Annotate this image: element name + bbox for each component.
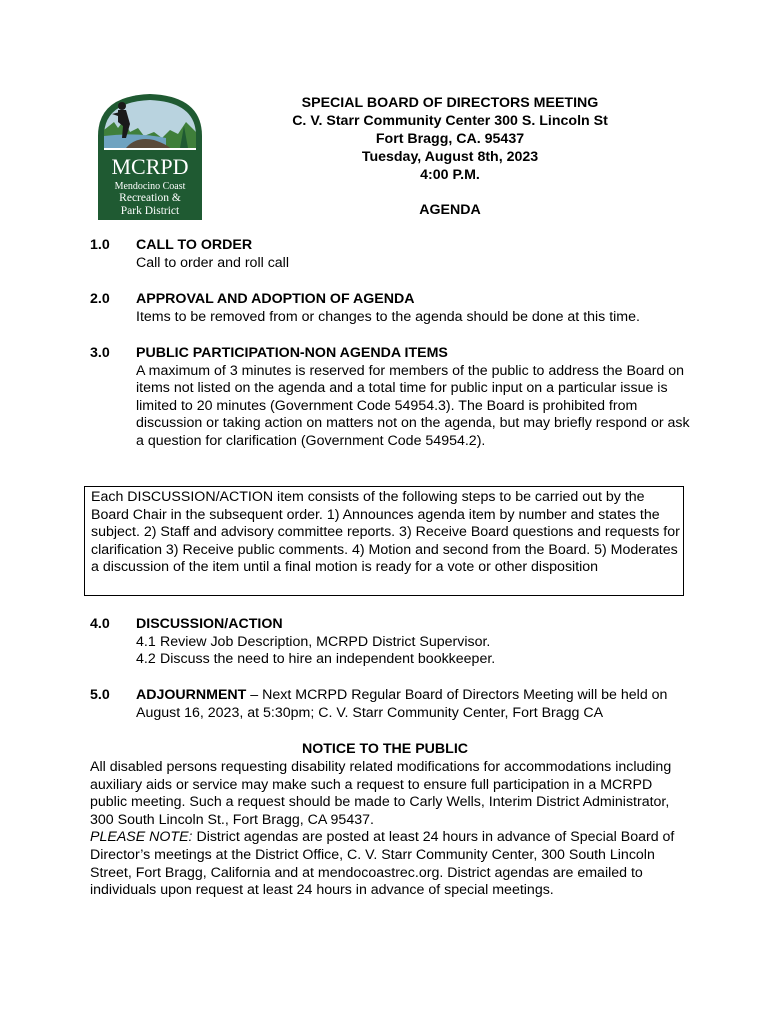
notice-paragraph-posting [90, 829, 690, 899]
meeting-time: 4:00 P.M. [420, 167, 480, 183]
sub-item [136, 651, 696, 669]
meeting-title: SPECIAL BOARD OF DIRECTORS MEETING [301, 95, 599, 111]
meeting-location: C. V. Starr Community Center 300 S. Lincoln St [292, 113, 608, 129]
item-title: APPROVAL AND ADOPTION OF AGENDA [136, 291, 415, 307]
note-text: District agendas are posted at least 24 hours in advance of Special Board of Director’s meetings at the District Office, C. V. Starr Community Center, 300 South Lincoln Street, Fort Bragg, California and at mendocoastrec.org. District agendas are emailed to individuals upon request at least 24 hours in advance of special meetings. [90, 829, 675, 899]
item-title: DISCUSSION/ACTION [136, 616, 283, 632]
item-number: 3.0 [90, 345, 110, 361]
agenda-item-call-to-order [90, 237, 690, 272]
meeting-header [250, 94, 650, 219]
sub-item-number: 4.1 [136, 633, 156, 650]
notice-paragraph-accessibility: All disabled persons requesting disability related modifications for accommodations including auxiliary aids or service may make such a request to ensure full participation in a MCRPD public meeting. Such a request should be made to Carly Wells, Interim District Administrator, 300 South Lincoln St., Fort Bragg, CA 95437. [90, 759, 672, 828]
sub-item [136, 634, 696, 652]
meeting-date: Tuesday, August 8th, 2023 [361, 149, 539, 165]
notice-heading: NOTICE TO THE PUBLIC [301, 741, 469, 757]
agenda-item-discussion [90, 616, 690, 669]
item-number: 1.0 [90, 237, 110, 253]
item-text: A maximum of 3 minutes is reserved for members of the public to address the Board on items not listed on the agenda and a total time for public input on a particular issue is limited to 20 minutes (Government Code 54954.3). The Board is prohibited from discussion or taking action on matters not on the agenda, but may briefly respond or ask a question for clarification (Government Code 54954.2). [136, 362, 690, 449]
item-title: CALL TO ORDER [136, 237, 253, 253]
mcrpd-logo [96, 92, 204, 220]
agenda-heading: AGENDA [419, 202, 481, 218]
agenda-item-adjournment [90, 687, 690, 722]
info-box-text: Each DISCUSSION/ACTION item consists of the following steps to be carried out by the Board Chair in the subsequent order. 1) Announces agenda item by number and states the subject. 2) Staff and advisory committee reports. 3) Receive Board questions and requests for clarification 3) Receive public comments. 4) Motion and second from the Board. 5) Moderates a discussion of the item until a final motion is ready for a vote or other disposition [91, 489, 680, 576]
sub-item-text: Discuss the need to hire an independent bookkeeper. [160, 651, 496, 668]
agenda-item-approval [90, 291, 690, 326]
notice-body [90, 759, 690, 900]
note-label: PLEASE NOTE: [90, 829, 193, 846]
item-title: ADJOURNMENT [136, 687, 247, 703]
discussion-action-info-box [84, 486, 684, 596]
logo-main-text: MCRPD [111, 154, 189, 179]
meeting-city: Fort Bragg, CA. 95437 [375, 131, 525, 147]
item-number: 2.0 [90, 291, 110, 307]
item-title: PUBLIC PARTICIPATION-NON AGENDA ITEMS [136, 345, 448, 361]
item-text: – Next MCRPD Regular Board of Directors Meeting will be held on August 16, 2023, at 5:30pm; C. V. Starr Community Center, Fort Bragg CA [136, 687, 668, 721]
sub-item-text: Review Job Description, MCRPD District Supervisor. [160, 633, 491, 650]
item-text: Call to order and roll call [136, 254, 289, 271]
item-text: Items to be removed from or changes to the agenda should be done at this time. [136, 308, 640, 325]
agenda-item-public-participation [90, 345, 690, 451]
logo-line2: Recreation & [119, 192, 181, 204]
logo-line3: Park District [120, 205, 180, 217]
sub-item-number: 4.2 [136, 651, 156, 668]
mcrpd-logo-graphic [96, 92, 204, 220]
adjournment-paragraph [136, 687, 696, 722]
item-number: 5.0 [90, 687, 110, 703]
logo-line1: Mendocino Coast [114, 181, 186, 192]
item-number: 4.0 [90, 616, 110, 632]
